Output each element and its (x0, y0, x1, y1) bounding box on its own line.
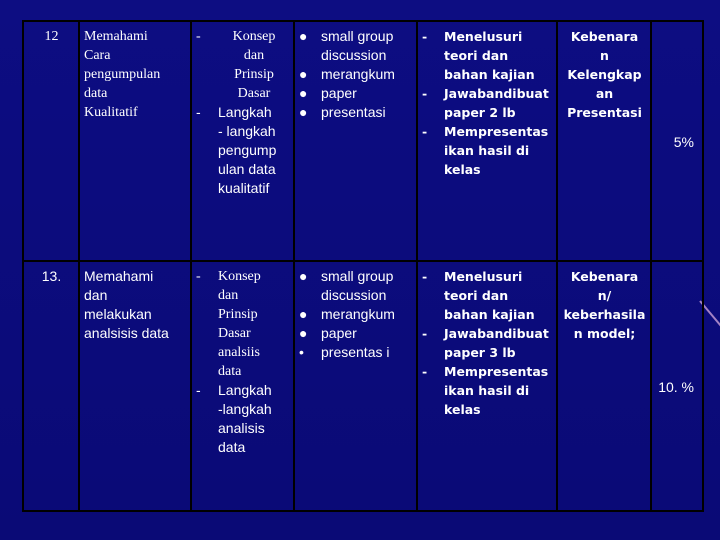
material-line: ulan data (218, 161, 276, 177)
material-cell (191, 261, 294, 511)
task-line: Mempresentas (444, 124, 549, 139)
task-item (422, 267, 553, 324)
dash-marker: - (196, 104, 201, 120)
task-line: ikan hasil di (444, 383, 530, 398)
criteria-line: n (600, 48, 609, 63)
table-row (23, 21, 703, 261)
task-line: Jawabandibuat (444, 326, 549, 341)
material-line: data (218, 364, 242, 379)
method-text: small group discussion (321, 28, 394, 63)
criteria-line: Kebenara (570, 29, 639, 44)
competency-line: pengumpulan (84, 67, 161, 82)
task-line: bahan kajian (444, 67, 535, 82)
task-line: ikan hasil di (444, 143, 530, 158)
weight-cell (651, 261, 703, 511)
material-line: Prinsip (218, 307, 258, 322)
criteria-cell (557, 261, 651, 511)
material-line: analisis (218, 420, 265, 436)
material-cell (191, 21, 294, 261)
task-item (422, 122, 553, 179)
criteria-line: n model; (573, 326, 636, 341)
method-text: small group discussion (321, 268, 394, 303)
material-line: Konsep (218, 269, 261, 284)
tasks-cell (417, 261, 557, 511)
bullet-icon: ● (299, 28, 308, 44)
competency-line: data (84, 86, 108, 101)
method-item (299, 343, 413, 362)
material-line: Langkah (218, 382, 272, 398)
methods-cell (294, 261, 417, 511)
task-item (422, 362, 553, 419)
material-line: pengump (218, 142, 277, 158)
competency-line: analsisis data (84, 325, 169, 341)
competency-line: Kualitatif (84, 105, 138, 120)
material-line: Konsep (232, 29, 276, 44)
dash-marker: - (422, 29, 428, 44)
task-item (422, 84, 553, 122)
criteria-line: n/ (597, 288, 612, 303)
material-line: dan (243, 48, 265, 63)
bullet-icon: • (299, 344, 304, 360)
criteria-cell (557, 21, 651, 261)
task-line: paper 2 lb (444, 105, 516, 120)
row-number: 12 (23, 21, 79, 261)
material-line: Langkah (218, 104, 272, 120)
material-item (196, 27, 290, 103)
task-line: Menelusuri (444, 269, 523, 284)
competency-line: melakukan (84, 306, 152, 322)
method-text: presentasi (321, 104, 386, 120)
dash-marker: - (196, 269, 201, 284)
bullet-icon: ● (299, 306, 308, 322)
method-text: merangkum (321, 306, 395, 322)
bullet-icon: ● (299, 268, 308, 284)
task-line: kelas (444, 402, 481, 417)
material-item (196, 267, 290, 381)
material-item (196, 381, 290, 457)
dash-marker: - (422, 86, 428, 101)
method-item (299, 267, 413, 305)
dash-marker: - (422, 269, 428, 284)
task-line: teori dan (444, 48, 509, 63)
criteria-line: Kebenara (570, 269, 639, 284)
competency-line: Memahami (84, 268, 154, 284)
table-row (23, 261, 703, 511)
row-number: 13. (23, 261, 79, 511)
task-line: paper 3 lb (444, 345, 516, 360)
material-line: dan (218, 288, 239, 303)
method-text: paper (321, 325, 357, 341)
material-line: analsiis (218, 345, 260, 360)
task-line: bahan kajian (444, 307, 535, 322)
dash-marker: - (196, 382, 201, 398)
criteria-line: keberhasila (563, 307, 646, 322)
material-line: Dasar (218, 326, 251, 341)
competency-line: Memahami (84, 29, 148, 44)
material-line: Dasar (237, 86, 271, 101)
material-line: Prinsip (234, 67, 274, 82)
dash-marker: - (422, 326, 428, 341)
method-item (299, 84, 413, 103)
task-line: Jawabandibuat (444, 86, 549, 101)
competency-cell (79, 21, 191, 261)
task-line: teori dan (444, 288, 509, 303)
task-line: Mempresentas (444, 364, 549, 379)
bullet-icon: ● (299, 66, 308, 82)
weight-value: 5% (673, 133, 694, 150)
method-item (299, 103, 413, 122)
competency-cell (79, 261, 191, 511)
dash-marker: - (196, 29, 201, 44)
material-line: - langkah (218, 123, 276, 139)
method-item (299, 65, 413, 84)
criteria-line: Presentasi (567, 105, 642, 120)
bullet-icon: ● (299, 104, 308, 120)
methods-cell (294, 21, 417, 261)
task-item (422, 27, 553, 84)
dash-marker: - (422, 364, 428, 379)
method-item (299, 324, 413, 343)
bullet-icon: ● (299, 325, 308, 341)
weight-value: 10. % (658, 378, 694, 395)
material-item (196, 103, 290, 198)
dash-marker: - (422, 124, 428, 139)
material-line: kualitatif (218, 180, 270, 196)
tasks-cell (417, 21, 557, 261)
competency-line: dan (84, 287, 108, 303)
syllabus-table (22, 20, 704, 512)
bullet-icon: ● (299, 85, 308, 101)
weight-cell (651, 21, 703, 261)
criteria-line: Kelengkap (567, 67, 642, 82)
competency-line: Cara (84, 48, 111, 63)
task-line: kelas (444, 162, 481, 177)
method-text: paper (321, 85, 357, 101)
material-line: data (218, 439, 246, 455)
material-line: -langkah (218, 401, 272, 417)
method-text: presentas i (321, 344, 390, 360)
task-item (422, 324, 553, 362)
method-item (299, 305, 413, 324)
task-line: Menelusuri (444, 29, 523, 44)
method-text: merangkum (321, 66, 395, 82)
criteria-line: an (595, 86, 614, 101)
method-item (299, 27, 413, 65)
